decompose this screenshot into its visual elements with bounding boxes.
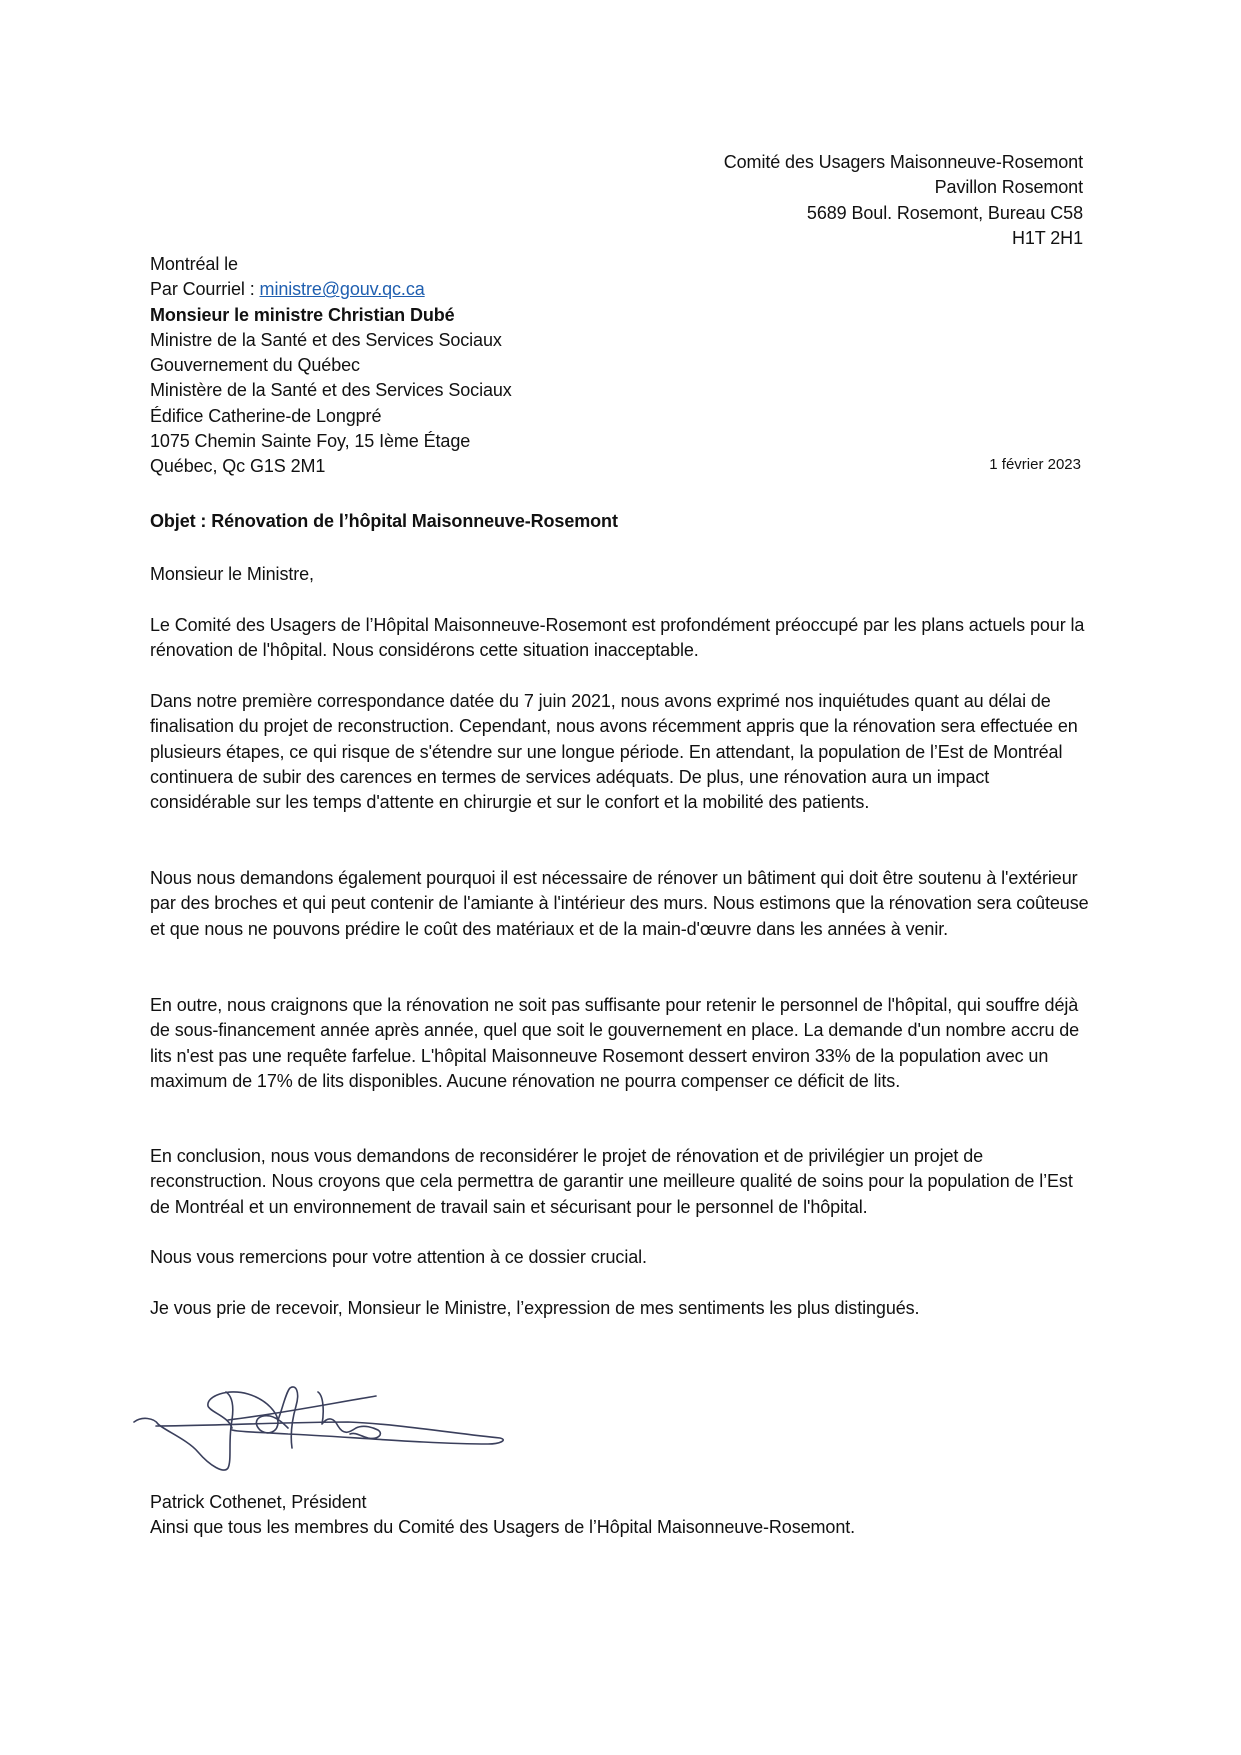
paragraph-text: Le Comité des Usagers de l’Hôpital Maisonneuve-Rosemont est profondément préoccupé par les plans actuels pour la rénovation de l'hôpital. Nous considérons cette situation inacceptable. xyxy=(150,615,1085,661)
signer-committee: Ainsi que tous les membres du Comité des Usagers de l’Hôpital Maisonneuve-Rosemont. xyxy=(150,1517,856,1538)
body-paragraph xyxy=(150,689,1090,815)
body-paragraph xyxy=(150,613,1090,664)
sender-street: 5689 Boul. Rosemont, Bureau C58 xyxy=(806,202,1083,223)
paragraph-text: En outre, nous craignons que la rénovation ne soit pas suffisante pour retenir le personnel de l'hôpital, qui souffre déjà de sous-financement année après année, quel que soit le gouvernement en place. La demande d'un nombre accru de lits n'est pas une requête farfelue. L'hôpital Maisonneuve Rosemont dessert environ 33% de la population avec un maximum de 17% de lits disponibles. Aucune rénovation ne pourra compenser ce déficit de lits. xyxy=(150,995,1080,1091)
recipient-street: 1075 Chemin Sainte Foy, 15 Ième Étage xyxy=(150,431,471,452)
paragraph-text: En conclusion, nous vous demandons de reconsidérer le projet de rénovation et de privilégier un projet de reconstruction. Nous croyons que cela permettra de garantir une meilleure qualité de soins pour la population de l’Est de Montréal et un environnement de travail sain et sécurisant pour le personnel de l'hôpital. xyxy=(150,1146,1073,1217)
recipient-building: Édifice Catherine-de Longpré xyxy=(150,405,382,426)
sender-organization: Comité des Usagers Maisonneuve-Rosemont xyxy=(723,152,1083,172)
email-line xyxy=(150,277,512,302)
email-prefix: Par Courriel : xyxy=(150,279,260,300)
recipient-government: Gouvernement du Québec xyxy=(150,355,360,376)
body-paragraph xyxy=(150,866,1090,942)
closing-formula xyxy=(150,1296,1090,1321)
letter-subject: Objet : Rénovation de l’hôpital Maisonneuve-Rosemont xyxy=(150,511,618,531)
salutation: Monsieur le Ministre, xyxy=(150,564,314,584)
handwritten-signature-icon xyxy=(128,1370,508,1480)
sender-address-block xyxy=(724,150,1083,251)
recipient-ministry: Ministère de la Santé et des Services Sociaux xyxy=(150,380,512,401)
recipient-address-block xyxy=(150,252,512,480)
paragraph-text: Je vous prie de recevoir, Monsieur le Ministre, l’expression de mes sentiments les plus distingués. xyxy=(150,1298,920,1318)
signer-block xyxy=(150,1490,855,1541)
sender-postal-code: H1T 2H1 xyxy=(1011,227,1083,248)
recipient-city: Québec, Qc G1S 2M1 xyxy=(150,456,326,477)
paragraph-text: Nous nous demandons également pourquoi il est nécessaire de rénover un bâtiment qui doit être soutenu à l'extérieur par des broches et qui peut contenir de l'amiante à l'intérieur des murs. Nous estimons que la rénovation sera coûteuse et que nous ne pouvons prédire le coût des matériaux et de la main-d'œuvre dans les années à venir. xyxy=(150,868,1089,939)
recipient-name: Monsieur le ministre Christian Dubé xyxy=(150,304,455,325)
paragraph-text: Dans notre première correspondance datée du 7 juin 2021, nous avons exprimé nos inquiétudes quant au délai de finalisation du projet de reconstruction. Cependant, nous avons récemment appris que la rénovation sera effectuée en plusieurs étapes, ce qui risque de s'étendre sur une longue période. En attendant, la population de l’Est de Montréal continuera de subir des carences en termes de services adéquats. De plus, une rénovation aura un impact considérable sur les temps d'attente en chirurgie et sur le confort et la mobilité des patients. xyxy=(150,691,1078,813)
place-line: Montréal le xyxy=(150,254,238,274)
sender-pavilion: Pavillon Rosemont xyxy=(934,177,1083,198)
recipient-title: Ministre de la Santé et des Services Sociaux xyxy=(150,329,502,350)
paragraph-text: Nous vous remercions pour votre attention à ce dossier crucial. xyxy=(150,1247,647,1267)
signer-name-title: Patrick Cothenet, Président xyxy=(150,1492,367,1512)
body-paragraph xyxy=(150,993,1090,1094)
letter-date: 1 février 2023 xyxy=(989,456,1081,473)
closing-thanks xyxy=(150,1245,1090,1270)
email-link[interactable]: ministre@gouv.qc.ca xyxy=(259,279,425,300)
body-paragraph xyxy=(150,1144,1090,1220)
